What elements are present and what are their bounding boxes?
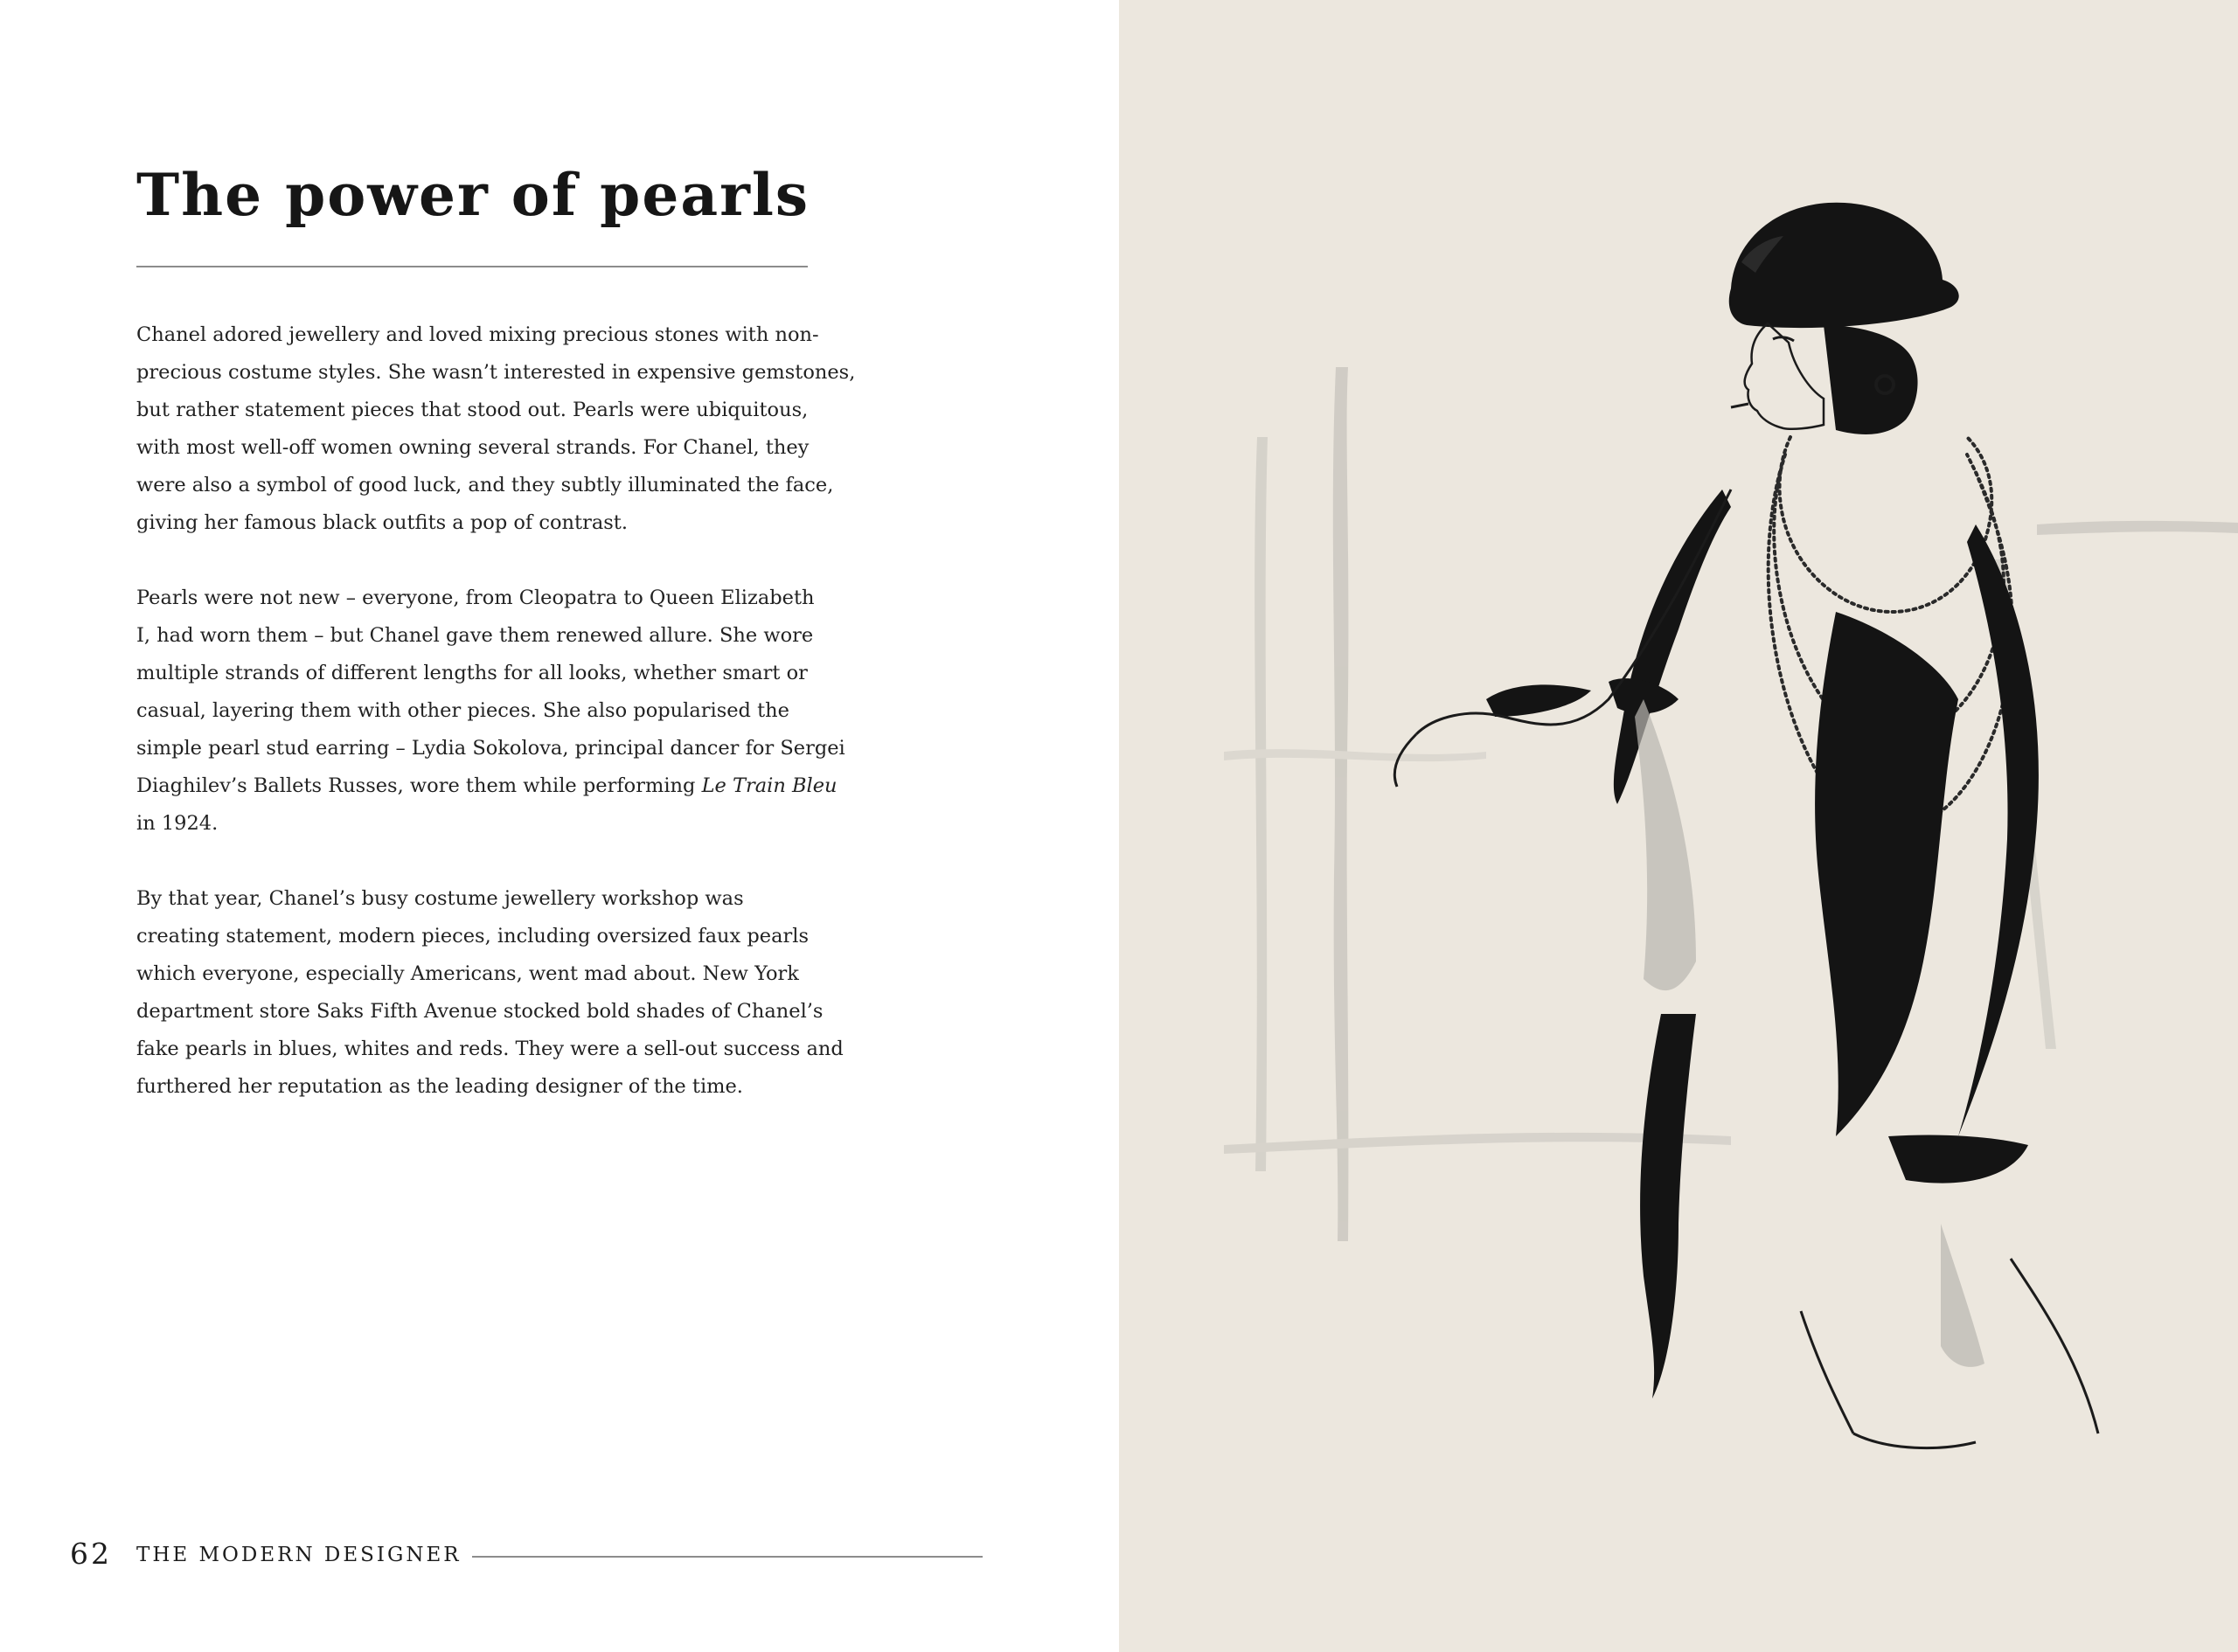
text-line: in 1924.: [136, 812, 219, 835]
text-line: precious costume styles. She wasn’t interested in expensive gemstones,: [136, 361, 856, 384]
heading-divider: [136, 266, 808, 267]
text-line: with most well-off women owning several strands. For Chanel, they: [136, 436, 810, 459]
text-line: were also a symbol of good luck, and they subtly illuminated the face,: [136, 474, 834, 496]
page-number: 62: [70, 1537, 112, 1571]
text-segment: Diaghilev’s Ballets Russes, wore them while performing: [136, 774, 702, 797]
text-line: casual, layering them with other pieces. She also popularised the: [136, 699, 789, 722]
text-line: creating statement, modern pieces, including oversized faux pearls: [136, 925, 810, 947]
italic-title: Le Train Bleu: [701, 774, 838, 797]
portrait-head: [1731, 323, 1918, 434]
text-line: [136, 767, 838, 805]
text-line: furthered her reputation as the leading designer of the time.: [136, 1075, 743, 1098]
right-page: [1119, 0, 2238, 1652]
chapter-heading: The power of pearls: [136, 161, 810, 229]
text-line: simple pearl stud earring – Lydia Sokolova, principal dancer for Sergei: [136, 737, 845, 760]
text-line: Chanel adored jewellery and loved mixing precious stones with non-: [136, 323, 819, 346]
text-line: fake pearls in blues, whites and reds. They were a sell-out success and: [136, 1038, 844, 1060]
paragraph-2: [136, 580, 845, 843]
text-line: multiple strands of different lengths for all looks, whether smart or: [136, 662, 808, 684]
paragraph-3: [136, 880, 844, 1106]
text-line: Pearls were not new – everyone, from Cleopatra to Queen Elizabeth: [136, 587, 815, 609]
coat-brushstrokes: [1486, 489, 2039, 1399]
running-footer-title: THE MODERN DESIGNER: [136, 1544, 462, 1566]
text-line: department store Saks Fifth Avenue stocked bold shades of Chanel’s: [136, 1000, 824, 1023]
paragraph-1: [136, 316, 856, 542]
text-line: which everyone, especially Americans, went mad about. New York: [136, 962, 799, 985]
hat-shape: [1729, 203, 1959, 328]
footer-divider: [472, 1556, 983, 1558]
fashion-illustration: [1119, 0, 2238, 1652]
text-line: I, had worn them – but Chanel gave them renewed allure. She wore: [136, 624, 814, 647]
text-line: By that year, Chanel’s busy costume jewellery workshop was: [136, 887, 744, 910]
background-wash: [1224, 367, 2238, 1241]
text-line: but rather statement pieces that stood out. Pearls were ubiquitous,: [136, 399, 809, 421]
text-line: giving her famous black outfits a pop of contrast.: [136, 511, 628, 534]
body-text: [136, 316, 856, 1143]
